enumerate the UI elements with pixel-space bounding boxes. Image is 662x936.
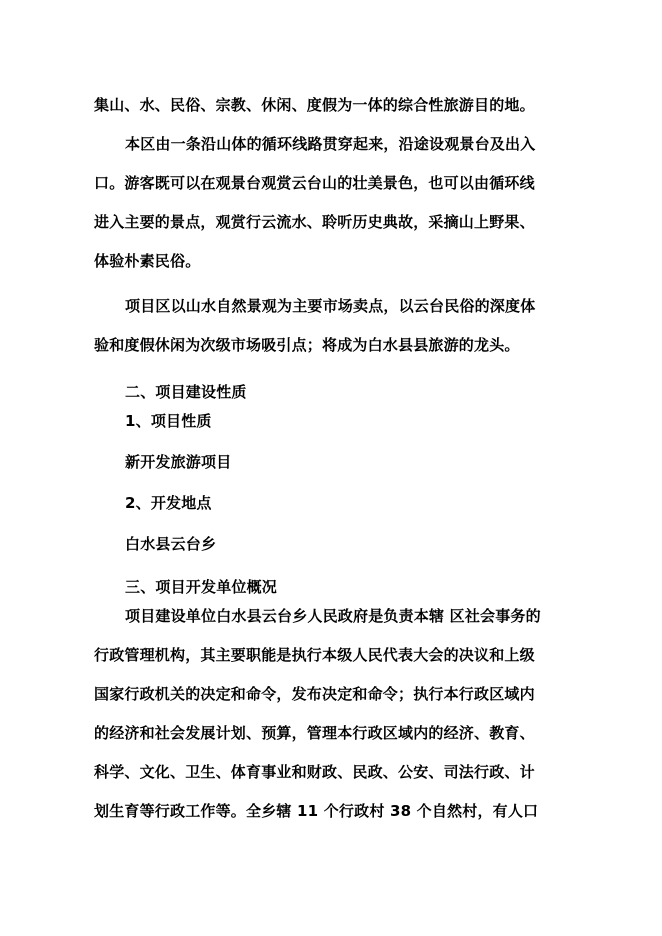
text-line: 国家行政机关的决定和命令，发布决定和命令；执行本行政区域内: [94, 685, 535, 703]
text-line: 项目建设单位白水县云台乡人民政府是负责本辖 区社会事务的: [125, 607, 541, 625]
section-heading: 二、项目建设性质: [125, 383, 247, 401]
text-line: 本区由一条沿山体的循环线路贯穿起来，沿途设观景台及出入: [125, 135, 536, 153]
text-line: 验和度假休闲为次级市场吸引点；将成为白水县县旅游的龙头。: [94, 336, 520, 354]
subsection-heading: 2、开发地点: [125, 494, 212, 512]
text-line: 划生育等行政工作等。全乡辖 11 个行政村 38 个自然村，有人口: [94, 802, 539, 820]
text-line: 的经济和社会发展计划、预算，管理本行政区域内的经济、教育、: [94, 724, 535, 742]
text-line: 体验朴素民俗。: [94, 252, 201, 270]
text-line: 白水县云台乡: [125, 535, 217, 553]
text-line: 行政管理机构，其主要职能是执行本级人民代表大会的决议和上级: [94, 646, 535, 664]
subsection-heading: 1、项目性质: [125, 412, 212, 430]
section-heading: 三、项目开发单位概况: [125, 578, 278, 596]
text-line: 项目区以山水自然景观为主要市场卖点，以云台民俗的深度体: [125, 297, 536, 315]
text-line: 新开发旅游项目: [125, 453, 232, 471]
text-line: 口。游客既可以在观景台观赏云台山的壮美景色，也可以由循环线: [94, 174, 535, 192]
text-line: 进入主要的景点，观赏行云流水、聆听历史典故，采摘山上野果、: [94, 213, 535, 231]
text-line: 科学、文化、卫生、体育事业和财政、民政、公安、司法行政、计: [94, 763, 535, 781]
text-line: 集山、水、民俗、宗教、休闲、度假为一体的综合性旅游目的地。: [94, 96, 535, 114]
